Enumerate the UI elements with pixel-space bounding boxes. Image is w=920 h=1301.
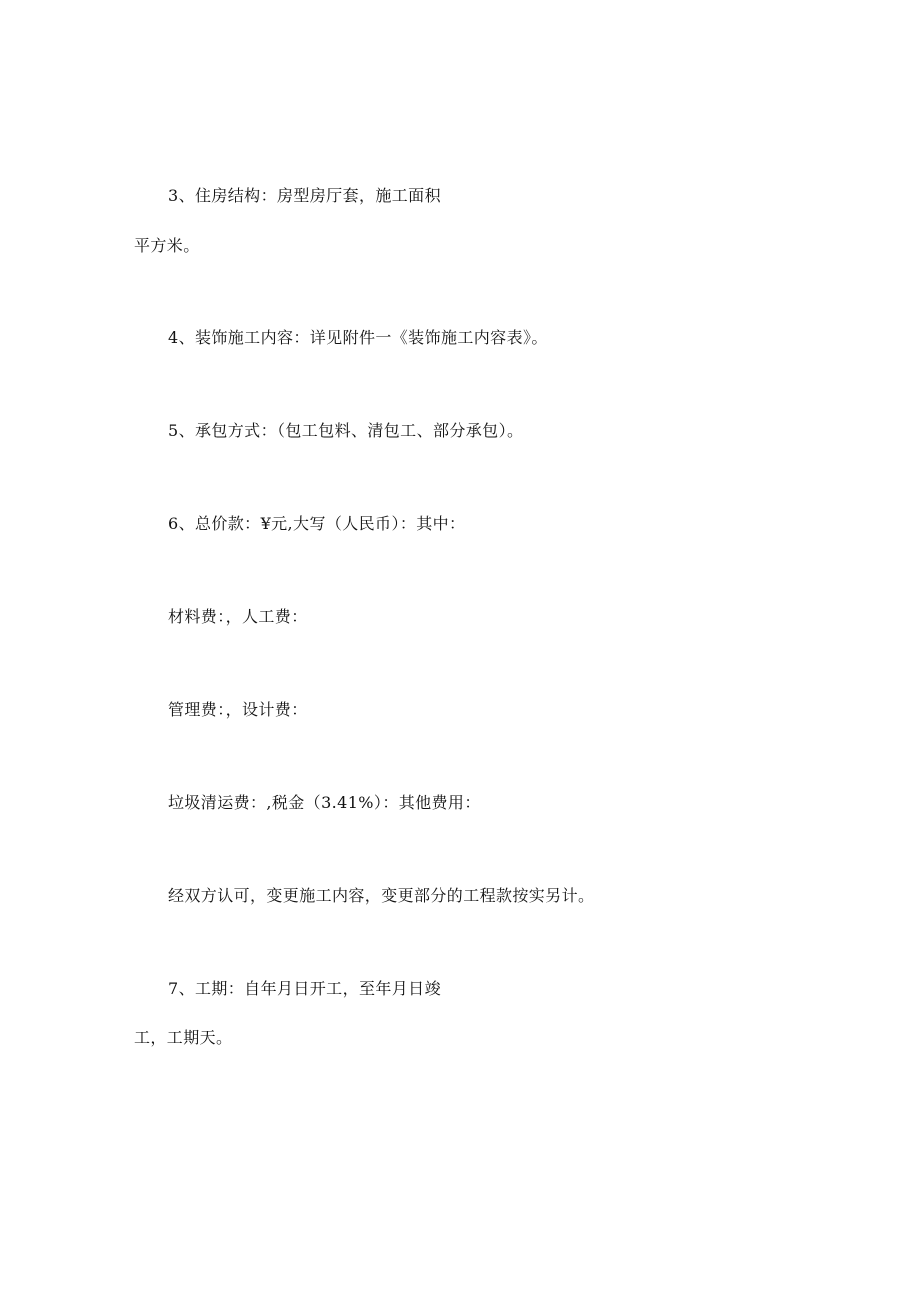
clause-3-housing-structure: 3、住房结构：房型房厅套，施工面积 <box>168 186 441 205</box>
clause-6-total-price: 6、总价款：¥元,大写（人民币）：其中： <box>168 514 466 533</box>
fee-line-material-labor: 材料费：，人工费： <box>168 607 308 626</box>
clause-4-construction-content: 4、装饰施工内容：详见附件一《装饰施工内容表》。 <box>168 328 548 347</box>
clause-3-continuation: 平方米。 <box>134 236 200 255</box>
change-clause: 经双方认可，变更施工内容，变更部分的工程款按实另计。 <box>168 886 595 905</box>
clause-7-continuation: 工，工期天。 <box>134 1028 233 1047</box>
fee-line-garbage-tax-other: 垃圾清运费：,税金（3.41%）：其他费用： <box>168 793 481 812</box>
clause-7-construction-period: 7、工期：自年月日开工，至年月日竣 <box>168 979 441 998</box>
fee-line-management-design: 管理费：，设计费： <box>168 700 308 719</box>
clause-5-contract-method: 5、承包方式：（包工包料、清包工、部分承包）。 <box>168 421 524 440</box>
